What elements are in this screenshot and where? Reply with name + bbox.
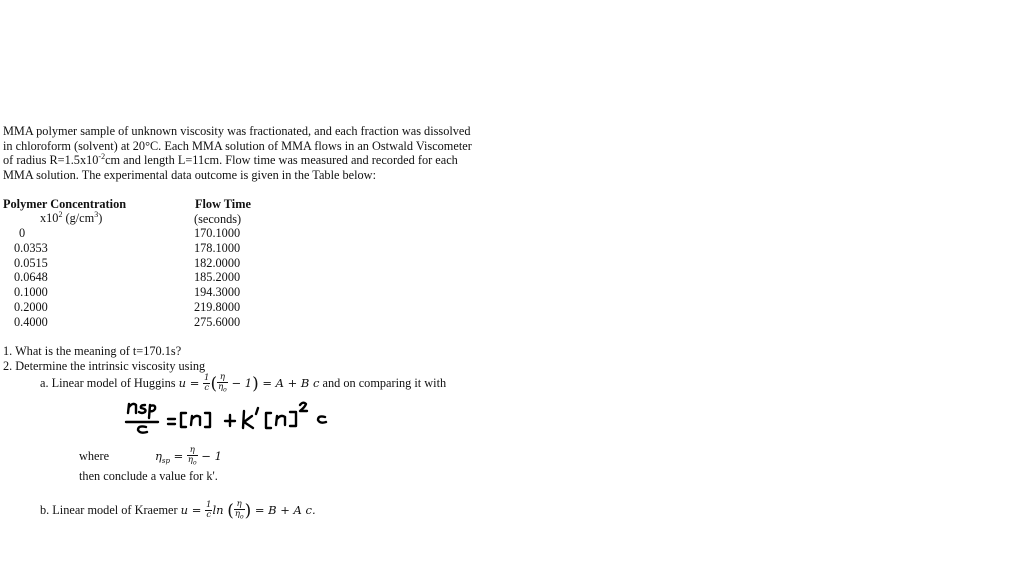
unit-exp2: 3 — [94, 209, 99, 219]
flow-time-cell: 185.2000 — [194, 270, 241, 285]
intro-line-2: in chloroform (solvent) at 20°C. Each MMA solution of MMA flows in an Ostwald Viscometer — [3, 138, 472, 153]
col-unit-flow-time: (seconds) — [194, 212, 242, 226]
concentration-cell: 0.0353 — [14, 240, 48, 255]
flow-time-cell: 178.1000 — [194, 240, 241, 255]
concentration-column — [14, 226, 48, 330]
concentration-cell: 0.4000 — [14, 314, 48, 329]
col-header-flow-time: Flow Time — [195, 197, 251, 211]
flow-time-cell: 170.1000 — [194, 226, 241, 240]
question-2a-suffix: and on comparing it with — [319, 375, 447, 390]
huggins-equation: u = $\frac{1}{c}$ ( $\frac{\eta}{\eta_o}$ − 1) = A + B c — [178, 372, 320, 394]
col-header-concentration: Polymer Concentration — [3, 197, 127, 211]
intro-line-1: MMA polymer sample of unknown viscosity was fractionated, and each fraction was dissolved — [3, 124, 471, 138]
flow-time-cell: 194.3000 — [194, 285, 241, 300]
unit-prefix: x10 — [40, 211, 59, 225]
handwritten-huggins-equation — [118, 396, 363, 438]
kraemer-equation: u = $\frac{1}{c}$ ln ( $\frac{\eta}{\eta_o}$ ) = B + A c. — [180, 499, 316, 521]
concentration-cell: 0 — [19, 226, 26, 240]
flow-time-cell: 275.6000 — [194, 314, 241, 329]
flow-time-cell: 182.0000 — [194, 255, 241, 270]
concentration-cell: 0.0648 — [14, 270, 48, 285]
intro-line-3b: cm and length L=11cm. Flow time was measured and recorded for each — [105, 153, 458, 168]
intro-paragraph — [3, 124, 503, 182]
conclude-line: then conclude a value for k'. — [79, 469, 218, 483]
question-1: 1. What is the meaning of t=170.1s? — [3, 344, 182, 358]
specific-viscosity-equation: $\eta_{sp}$ = $\frac{\eta}{\eta_o}$ − 1 — [155, 445, 222, 467]
flow-time-cell: 219.8000 — [194, 299, 241, 314]
unit-mid: (g/cm — [62, 211, 95, 225]
question-2a — [40, 373, 446, 395]
question-2b — [40, 500, 316, 522]
where-label: where — [79, 449, 110, 463]
intro-line-4: MMA solution. The experimental data outcome is given in the Table below: — [3, 167, 376, 182]
question-2a-prefix: a. Linear model of Huggins — [40, 375, 179, 390]
intro-line-3a: of radius R=1.5x10 — [3, 153, 99, 168]
question-2b-prefix: b. Linear model of Kraemer — [40, 502, 181, 517]
concentration-cell: 0.1000 — [14, 285, 48, 300]
unit-end: ) — [98, 211, 103, 225]
col-unit-concentration — [40, 211, 102, 226]
concentration-cell: 0.0515 — [14, 255, 48, 270]
concentration-cell: 0.2000 — [14, 299, 48, 314]
question-2: 2. Determine the intrinsic viscosity using — [3, 359, 206, 373]
intro-line-3 — [3, 153, 503, 168]
radius-exponent: -2 — [98, 152, 106, 162]
flow-time-column — [194, 226, 240, 330]
unit-exp: 2 — [58, 209, 63, 219]
